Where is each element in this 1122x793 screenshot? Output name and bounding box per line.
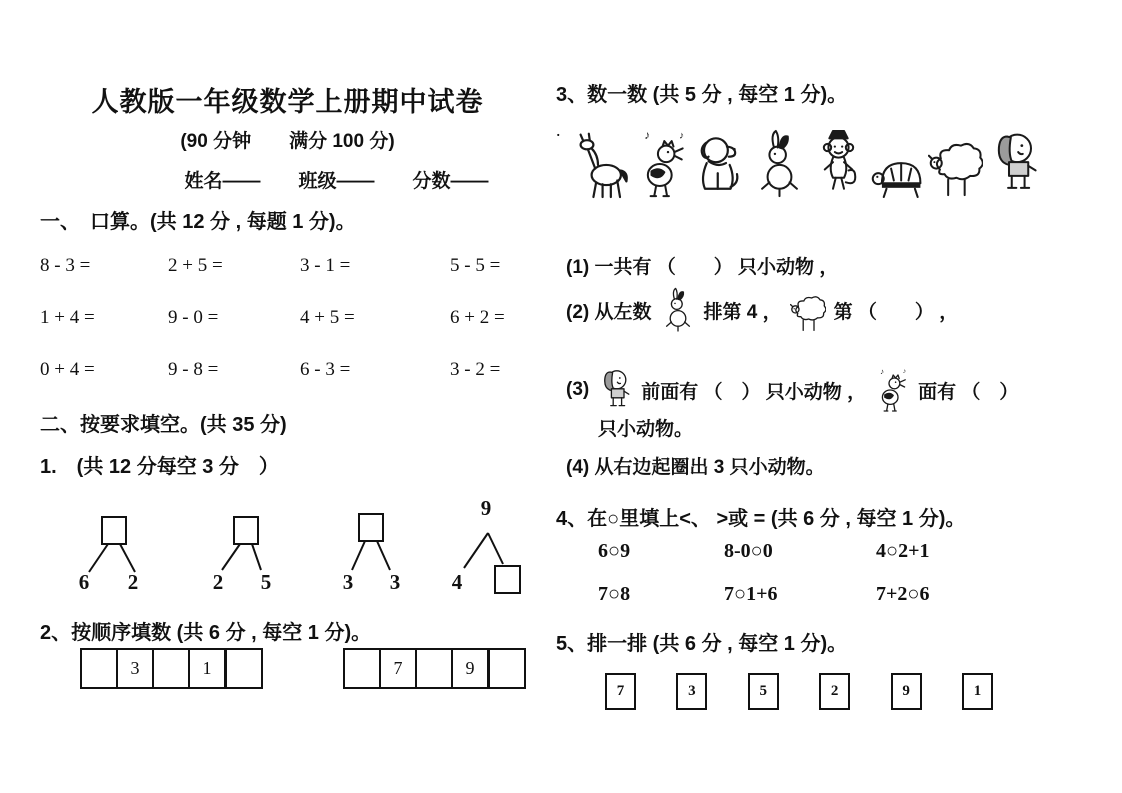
q3-line2 [566,286,958,334]
number-box: 2 [819,673,850,710]
meta-name-class-score: 姓名—— 班级—— 分数—— [184,171,489,192]
rabbit-icon [752,126,807,202]
bond-box [359,514,383,541]
math-problem: 9 - 8 = [168,359,219,380]
number-bond-diagrams [45,488,550,603]
math-problem: 9 - 0 = [168,307,219,328]
comparison-item: 7○8 [598,583,631,605]
sequence-cell: 1 [188,648,226,689]
math-problem: 5 - 5 = [450,255,501,276]
q3-line1: (1) 一共有 （ ） 只小动物 ， [566,257,839,278]
inline-animal-slot [790,286,826,334]
animal-row [576,118,1042,202]
math-problem: 2 + 5 = [168,255,223,276]
sequence-cell [343,648,381,689]
inline-animal-slot [660,286,696,334]
number-box: 1 [962,673,993,710]
turtle-icon [870,126,925,202]
bond-value: 5 [260,570,272,594]
dog-icon [693,126,748,202]
q3-line3-suffix: 面有 （ ） [918,381,1019,403]
rabbit-icon [660,286,696,334]
q3-line4: (4) 从右边起圈出 3 只小动物。 [566,457,825,478]
sequence-cell [415,648,453,689]
comparison-item: 4○2+1 [876,540,930,562]
rooster-icon [874,366,910,414]
oral-math-grid [40,255,545,411]
q3-line3-mid: 前面有 （ ） 只小动物 ， [641,381,867,403]
bond-value: 9 [480,496,492,520]
bond-value: 3 [389,570,401,594]
monkey-icon [811,126,866,202]
q3-line2-mid: 排第 4 ， [703,301,782,323]
number-box: 5 [748,673,779,710]
sequence-cell [224,648,263,689]
bond-value: 6 [78,570,90,594]
bond-box [234,517,258,544]
bond-value: 2 [212,570,224,594]
section4-heading: 4、在○里填上<、 >或 = (共 6 分 , 每空 1 分)。 [556,508,966,530]
number-box: 7 [605,673,636,710]
comparison-item: 7+2○6 [876,583,930,605]
sheep-icon [928,126,983,202]
comparison-item: 7○1+6 [724,583,778,605]
q3-line3-continuation: 只小动物。 [598,419,694,440]
page-title: 人教版一年级数学上册期中试卷 [91,87,484,117]
section1-heading: 一、 口算。(共 12 分 , 每题 1 分)。 [40,211,356,233]
math-problem: 3 - 1 = [300,255,351,276]
sequence-strip-right [343,648,526,689]
section3-heading: 3、数一数 (共 5 分 , 每空 1 分)。 [556,84,848,106]
bond-box [495,566,520,593]
meta-duration-score: (90 分钟 满分 100 分) [180,131,395,152]
bond-value: 2 [127,570,139,594]
math-problem: 3 - 2 = [450,359,501,380]
math-problem: 0 + 4 = [40,359,95,380]
math-problem: 6 + 2 = [450,307,505,328]
comparison-grid [598,540,929,626]
sequence-cell: 3 [116,648,154,689]
inline-animal-slot [597,366,633,414]
q3-line3-prefix: (3) [566,379,590,400]
elephant-icon [987,126,1042,202]
math-problem: 1 + 4 = [40,307,95,328]
question1-label: 1. (共 12 分每空 3 分 ） [40,456,279,478]
number-box: 3 [676,673,707,710]
sequence-cell [487,648,526,689]
stray-dot: . [556,120,561,140]
q3-line2-prefix: (2) 从左数 [566,301,652,323]
number-box: 9 [891,673,922,710]
question2-heading: 2、按顺序填数 (共 6 分 , 每空 1 分)。 [40,622,372,644]
sequence-strip-left [80,648,263,689]
section2-heading: 二、按要求填空。(共 35 分) [40,414,287,436]
comparison-item: 8-0○0 [724,540,773,562]
math-problem: 6 - 3 = [300,359,351,380]
comparison-item: 6○9 [598,540,631,562]
sequence-cell: 9 [451,648,489,689]
math-problem: 8 - 3 = [40,255,91,276]
bond-value: 4 [451,570,463,594]
elephant-icon [597,366,633,414]
rooster-icon [635,126,690,202]
sequence-cell [80,648,118,689]
math-problem: 4 + 5 = [300,307,355,328]
q3-line3 [566,366,1018,414]
q3-line2-suffix: 第 （ ） ， [833,301,959,323]
sheep-icon [790,286,826,334]
bond-value: 3 [342,570,354,594]
sequence-cell [152,648,190,689]
bond-box [102,517,126,544]
horse-icon [576,126,631,202]
inline-animal-slot [874,366,910,414]
section5-heading: 5、排一排 (共 6 分 , 每空 1 分)。 [556,633,848,655]
sequence-cell: 7 [379,648,417,689]
ordering-boxes [605,673,993,710]
